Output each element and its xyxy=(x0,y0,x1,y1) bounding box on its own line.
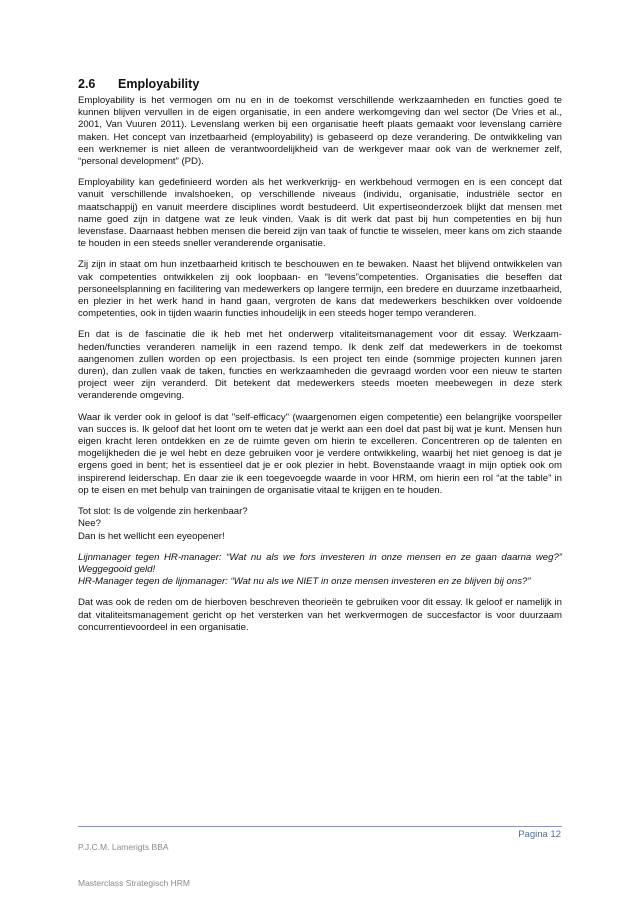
closing-line: Dan is het wellicht een eyeopener! xyxy=(78,530,225,542)
quote-line-manager: Lijnmanager tegen HR-manager: “Wat nu als we fors investeren in onze mensen en ze gaan daarna weg?” Weggegooid geld! xyxy=(78,551,562,575)
section-title: Employability xyxy=(118,77,200,91)
page-number: Pagina 12 xyxy=(518,829,561,840)
quote-block xyxy=(78,552,562,589)
paragraph-6: Dat was ook de reden om de hierboven beschreven theorieën te gebruiken voor dit essay. Ik geloof er namelijk in dat vitaliteitsmanagement gericht op het versterken van het werkvermogen de succesfactor is voor duurzaam concurrentievoordeel in een organisatie. xyxy=(78,597,562,633)
paragraph-5: Waar ik verder ook in geloof is dat "self-efficacy" (waargenomen eigen competentie) een belangrijke voorspeller van succes is. Ik geloof dat het loont om te weten dat je werkt aan een doel dat past bij wat je kunt. Mensen hun eigen kracht leren ontdekken en ze de ruimte geven om hierin te excelleren. Concentreren op de talenten en mogelijkheden die je wel hebt en deze gebruiken voor je verdere ontwikkeling, waarbij het niet genoeg is dat je ergens goed in bent; het is essentieel dat je er ook plezier in hebt. Bovenstaande vraagt in mijn optiek ook om inspirerend leiderschap. En daar zie ik een toegevoegde waarde in voor HRM, om hierin een rol “at the table” in op te eisen en met behulp van trainingen de organisatie vitaal te krijgen en te houden. xyxy=(78,411,562,496)
closing-line: Tot slot: Is de volgende zin herkenbaar? xyxy=(78,506,248,518)
section-number: 2.6 xyxy=(78,77,96,91)
section-heading xyxy=(78,76,562,92)
closing-line: Nee? xyxy=(78,518,101,530)
paragraph-3: Zij zijn in staat om hun inzetbaarheid kritisch te beschouwen en te bewaken. Naast het blijvend ontwikkelen van vak competenties ontwikkelen zij ook loopbaan- en “levens”competenties. Organisaties die beseffen dat personeelsplanning en facilitering van medewerkers op langere termijn, een bredere en duurzame inzetbaarheid, en plezier in het werk hand in hand gaan, vergroten de kans dat medewerkers beschikken over voldoende competenties, ook in tijden waarin functies inhoudelijk in een steeds hoger tempo veranderen. xyxy=(78,259,562,320)
page-content xyxy=(78,76,562,643)
paragraph-1: Employability is het vermogen om nu en in de toekomst verschillende werkzaamheden en functies goed te kunnen blijven vervullen in de eigen organisatie, in een andere werkomgeving dan wel sector (De Vries et al., 2001, Van Vuuren 2011). Levenslang werken bij een organisatie heeft plaats gemaakt voor levenslang carrière maken. Het concept van inzetbaarheid (employability) is gebaseerd op deze verandering. De ontwikkeling van een werknemer is niet alleen de verantwoordelijkheid van de werkgever maar ook van de werknemer zelf, “personal development” (PD). xyxy=(78,95,562,168)
footer-author: P.J.C.M. Lamerigts BBA xyxy=(78,842,169,852)
closing-question xyxy=(78,506,562,543)
footer-course: Masterclass Strategisch HRM xyxy=(78,878,190,888)
paragraph-4: En dat is de fascinatie die ik heb met het onderwerp vitaliteitsmanagement voor dit essay. Werkzaamheden/functies veranderen namelijk in een razend tempo. Ik denk zelf dat medewerkers in de toekomst aangenomen zullen worden op een projectbasis. Is een project ten einde (sommige projecten kunnen jaren duren), dan zullen vaak de taken, functies en werkzaamheden die gevraagd worden voor een nieuw te starten project weer zijn veranderd. Dit betekent dat medewerkers steeds moeten meebewegen in deze sterk veranderende omgeving. xyxy=(78,329,562,402)
footer-rule xyxy=(78,826,562,827)
paragraph-2: Employability kan gedefinieerd worden als het werkverkrijg- en werkbehoud vermogen en is een concept dat vanuit verschillende invalshoeken, op verschillende niveaus (individu, organisatie, industriële sector en maatschappij) en vanuit meerdere disciplines wordt bestudeerd. Uit expertiseonderzoek blijkt dat mensen met name goed zijn in datgene wat ze leuk vinden. Vaak is dit werk dat past bij hun competenties en bij hun levensfase. Daarnaast hebben mensen die bereid zijn van taak of functie te wisselen, meer kans om zich staande te houden in een steeds sneller veranderende organisatie. xyxy=(78,177,562,250)
quote-hr-manager: HR-Manager tegen de lijnmanager: “Wat nu als we NIET in onze mensen investeren en ze blijven bij ons?” xyxy=(78,576,531,588)
